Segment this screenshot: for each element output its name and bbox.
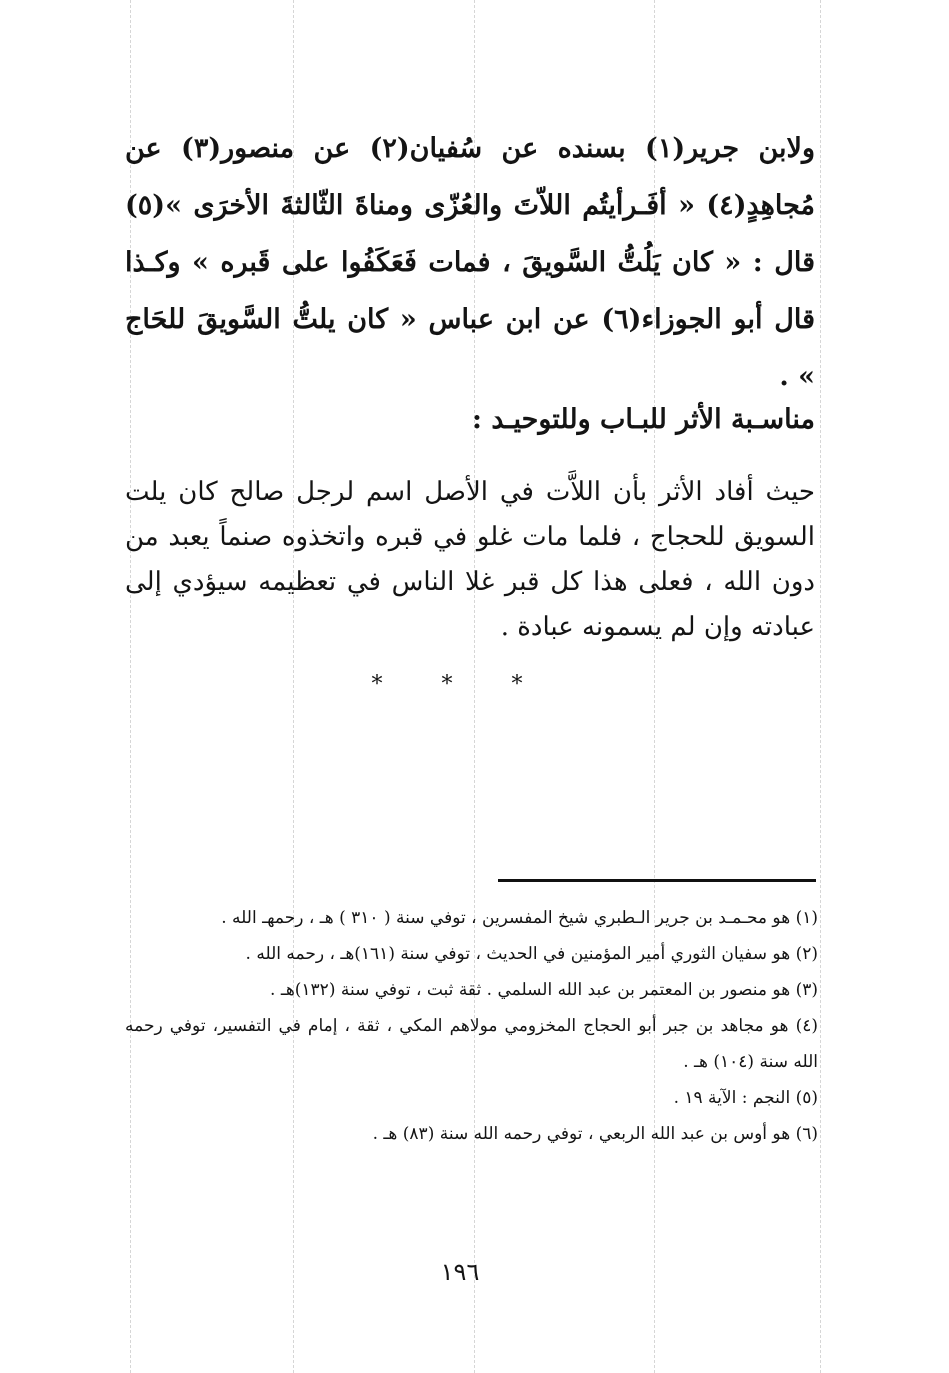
footnote-2: (٢) هو سفيان الثوري أمير المؤمنين في الحديث ، توفي سنة (١٦١)هـ ، رحمه الله . <box>245 944 818 964</box>
page-number: ١٩٦ <box>440 1258 480 1286</box>
footnote-5: (٥) النجم : الآية ١٩ . <box>673 1088 818 1108</box>
footnotes-section <box>125 900 818 1152</box>
section-separator: * * * <box>371 672 549 697</box>
footnote-6: (٦) هو أوس بن عبد الله الربعي ، توفي رحمه الله سنة (٨٣) هـ . <box>372 1124 818 1144</box>
footnote-divider <box>498 879 816 882</box>
section-heading: مناسـبة الأثر للبـاب وللتوحيـد : <box>472 404 815 435</box>
grid-line <box>820 0 821 1373</box>
footnote-1: (١) هو محـمـد بن جرير الـطبري شيخ المفسرين ، توفي سنة ( ٣١٠ ) هـ ، رحمهـ الله . <box>221 908 818 928</box>
footnote-4: (٤) هو مجاهد بن جبر أبو الحجاج المخزومي مولاهم المكي ، ثقة ، إمام في التفسير، توفي رحمه الله سنة (١٠٤) هـ . <box>125 1016 818 1072</box>
body-paragraph: حيث أفاد الأثر بأن اللاَّت في الأصل اسم لرجل صالح كان يلت السويق للحجاج ، فلما مات غلو في قبره واتخذوه صنماً يعبد من دون الله ، فعلى هذا كل قبر غلا الناس في تعظيمه سيؤدي إلى عبادته وإن لم يسمونه عبادة . <box>125 477 815 642</box>
main-paragraph: ولابن جرير(١) بسنده عن سُفيان(٢) عن منصور(٣) عن مُجاهِدٍ(٤) « أفَـرأيتُم اللاّتَ والعُزّى ومناةَ الثّالثةَ الأخرَى »(٥) قال : « كان يَلُتُّ السَّويقَ ، فمات فَعَكَفُوا على قَبره » وكـذا قال أبو الجوزاء(٦) عن ابن عباس « كان يلتُّ السَّويقَ للحَاج » . <box>125 133 815 392</box>
footnote-3: (٣) هو منصور بن المعتمر بن عبد الله السلمي . ثقة ثبت ، توفي سنة (١٣٢)هـ . <box>270 980 818 1000</box>
